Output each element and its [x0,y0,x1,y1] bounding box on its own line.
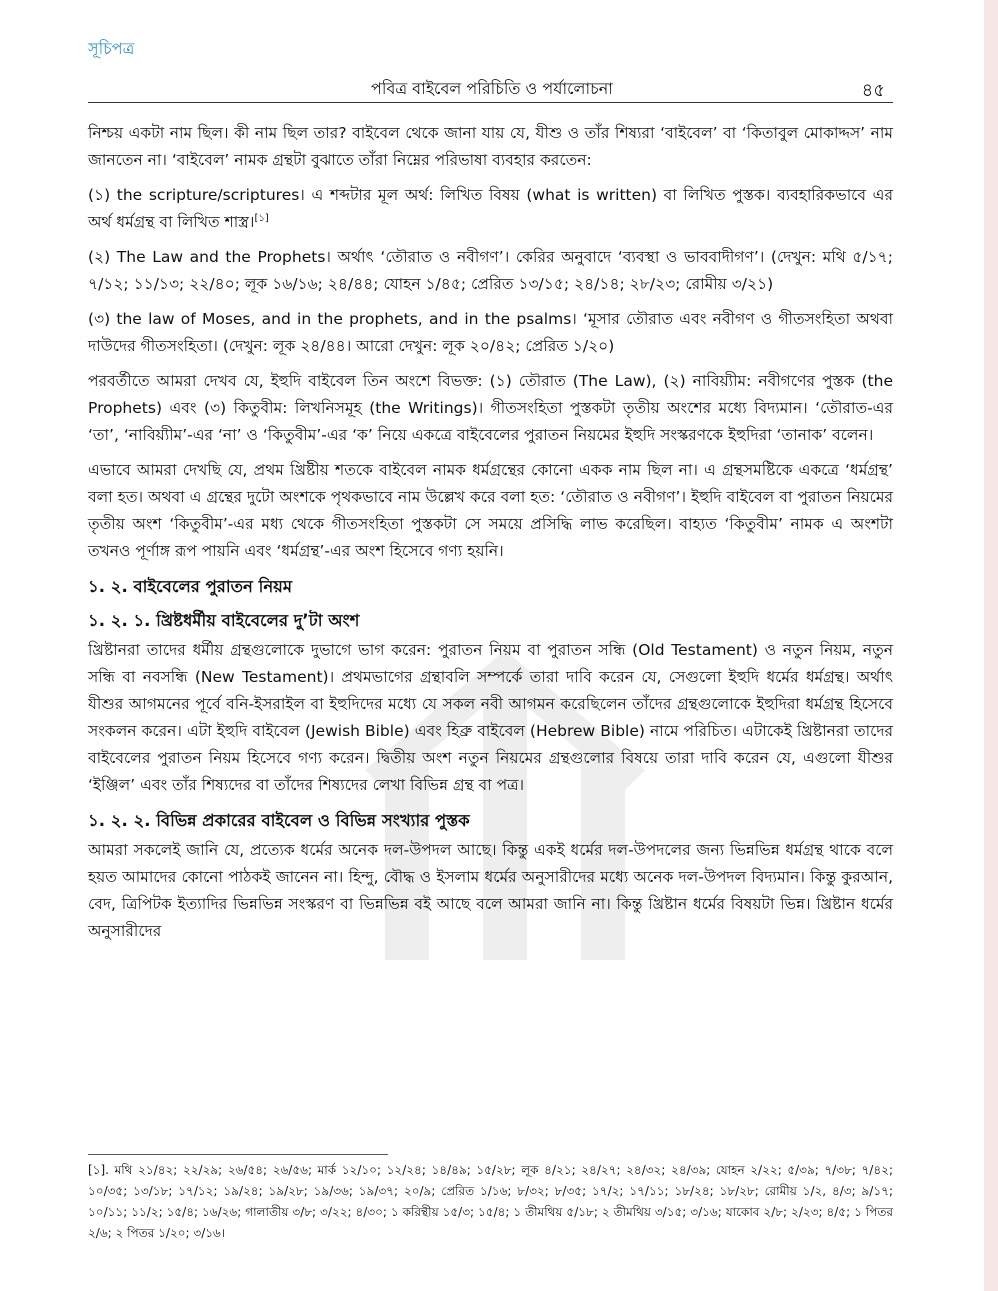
table-of-contents-link[interactable]: সূচিপত্র [88,39,135,58]
section-heading-various-bibles: ১. ২. ২. বিভিন্ন প্রকারের বাইবেল ও বিভিন্ন সংখ্যার পুস্তক [88,811,470,830]
paragraph-two-parts: খ্রিষ্টানরা তাদের ধর্মীয় গ্রন্থগুলোকে দুভাগে ভাগ করেন: পুরাতন নিয়ম বা পুরাতন সন্ধি (Old Testament) ও নতুন নিয়ম, নতুন সন্ধি বা নবসন্ধি (New Testament)। প্রথমভাগের গ্রন্থাবলি সম্পর্কে তারা দাবি করেন যে, সেগুলো ইহুদি ধর্মের ধর্মগ্রন্থ। অর্থাৎ যীশুর আগমনের পূর্বে বনি-ইসরাইল বা ইহুদিদের মধ্যে যে সকল নবী আগমন করেছিলেন তাঁদের গ্রন্থগুলোকে ইহুদিরা ধর্মগ্রন্থ হিসেবে সংকলন করেন। এটা ইহুদি বাইবেল (Jewish Bible) এবং হিব্রু বাইবেল (Hebrew Bible) নামে পরিচিত। এটাকেই খ্রিষ্টানরা তাদের বাইবেলের পুরাতন নিয়ম হিসেবে গণ্য করেন। দ্বিতীয় অংশ নতুন নিয়মের গ্রন্থগুলোর বিষয়ে তারা দাবি করেন যে, এগুলো যীশুর ‘ইঞ্জিল’ এবং তাঁর শিষ্যদের বা তাঁদের শিষ্যদের লেখা বিভিন্ন গ্রন্থ বা পত্র। [88,641,893,794]
main-content [88,120,893,953]
footnote-marker[interactable]: [১] [254,212,269,224]
paragraph-various-bibles: আমরা সকলেই জানি যে, প্রত্যেক ধর্মের অনেক দল-উপদল আছে। কিন্তু একই ধর্মের দল-উপদলের জন্য ভিন্নভিন্ন ধর্মগ্রন্থ থাকে বলে হয়ত আমাদের কোনো পাঠকই জানেন না। হিন্দু, বৌদ্ধ ও ইসলাম ধর্মের অনুসারীদের মধ্যে অনেক দল-উপদল বিদ্যমান। কিন্তু কুরআন, বেদ, ত্রিপিটক ইত্যাদির ভিন্নভিন্ন সংস্করণ বা ভিন্নভিন্ন বই আছে বলে আমরা জানি না। কিন্তু খ্রিষ্টান ধর্মের বিষয়টা ভিন্ন। খ্রিষ্টান ধর্মের অনুসারীদের [88,841,893,940]
footnote-text: [১]. মথি ২১/৪২; ২২/২৯; ২৬/৫৪; ২৬/৫৬; মার্ক ১২/১০; ১২/২৪; ১৪/৪৯; ১৫/২৮; লূক ৪/২১; ২৪/২৭; ২৪/৩২; ২৪/৩৯; যোহন ২/২২; ৫/৩৯; ৭/৩৮; ৭/৪২; ১০/৩৫; ১৩/১৮; ১৭/১২; ১৯/২৪; ১৯/২৮; ১৯/৩৬; ১৯/৩৭; ২০/৯; প্রেরিত ১/১৬; ৮/৩২; ৮/৩৫; ১৭/২; ১৭/১১; ১৮/২৪; ১৮/২৮; রোমীয় ১/২, ৪/৩; ৯/১৭; ১০/১১; ১১/২; ১৫/৪; ১৬/২৬; গালাতীয় ৩/৮; ৩/২২; ৪/৩০; ১ করিন্থীয় ১৫/৩; ১৫/৪; ১ তীমথিয় ৫/১৮; ২ তীমথিয় ৩/১৫; ৩/১৬; যাকোব ২/৮; ২/২৩; ৪/৫; ১ পিতর ২/৬; ২ পিতর ১/২০; ৩/১৬। [88,1163,893,1240]
page-number: ৪৫ [861,80,885,101]
paragraph-scripture-text: (১) the scripture/scriptures। এ শব্দটার মূল অর্থ: লিখিত বিষয় (what is written) বা লিখিত পুস্তক। ব্যবহারিকভাবে এর অর্থ ধর্মগ্রন্থ বা লিখিত শাস্ত্র। [88,186,893,231]
footnote-divider [88,1154,388,1155]
section-heading-two-parts: ১. ২. ১. খ্রিষ্টধর্মীয় বাইবেলের দু’টা অংশ [88,611,360,630]
running-title: পবিত্র বাইবেল পরিচিতি ও পর্যালোচনা [371,79,613,98]
page-edge-strip [984,0,998,1291]
paragraph-law-prophets: (২) The Law and the Prophets। অর্থাৎ ‘তৌরাত ও নবীগণ’। কেরির অনুবাদে ‘ব্যবস্থা ও ভাববাদীগণ’। (দেখুন: মথি ৫/১৭; ৭/১২; ১১/১৩; ২২/৪০; লূক ১৬/১৬; ২৪/৪৪; যোহন ১/৪৫; প্রেরিত ১৩/১৫; ২৪/১৪; ২৮/২৩; রোমীয় ৩/২১) [88,248,893,293]
paragraph-scripture [88,182,893,236]
paragraph-law-of-moses: (৩) the law of Moses, and in the prophets, and in the psalms। ‘মূসার তৌরাত এবং নবীগণ ও গীতসংহিতা অথবা দাউদের গীতসংহিতা। (দেখুন: লূক ২৪/৪৪। আরো দেখুন: লূক ২০/৪২; প্রেরিত ১/২০) [88,310,893,355]
paragraph-first-century: এভাবে আমরা দেখছি যে, প্রথম খ্রিষ্টীয় শতকে বাইবেল নামক ধর্মগ্রন্থের কোনো একক নাম ছিল না। এ গ্রন্থসমষ্টিকে একত্রে ‘ধর্মগ্রন্থ’ বলা হত। অথবা এ গ্রন্থের দুটো অংশকে পৃথকভাবে নাম উল্লেখ করে বলা হত: ‘তৌরাত ও নবীগণ’। ইহুদি বাইবেল বা পুরাতন নিয়মের তৃতীয় অংশ ‘কিতুবীম’-এর মধ্য থেকে গীতসংহিতা পুস্তকটা সে সময়ে প্রসিদ্ধি লাভ করেছিল। বাহ্যত ‘কিতুবীম’ নামক এ অংশটা তখনও পূর্ণাঙ্গ রূপ পায়নি এবং ‘ধর্মগ্রন্থ’-এর অংশ হিসেবে গণ্য হয়নি। [88,461,893,560]
section-heading-old-testament: ১. ২. বাইবেলের পুরাতন নিয়ম [88,577,293,596]
page-header [88,76,893,103]
paragraph-intro: নিশ্চয় একটা নাম ছিল। কী নাম ছিল তার? বাইবেল থেকে জানা যায় যে, যীশু ও তাঁর শিষ্যরা ‘বাইবেল’ বা ‘কিতাবুল মোকাদ্দস’ নাম জানতেন না। ‘বাইবেল’ নামক গ্রন্থটা বুঝাতে তাঁরা নিম্নের পরিভাষা ব্যবহার করতেন: [88,124,893,169]
paragraph-tanakh: পরবর্তীতে আমরা দেখব যে, ইহুদি বাইবেল তিন অংশে বিভক্ত: (১) তৌরাত (The Law), (২) নাবিয়্যীম: নবীগণের পুস্তক (the Prophets) এবং (৩) কিতুবীম: লিখনিসমূহ (the Writings)। গীতসংহিতা পুস্তকটা তৃতীয় অংশের মধ্যে বিদ্যমান। ‘তৌরাত-এর ‘তা’, ‘নাবিয়্যীম’-এর ‘না’ ও ‘কিতুবীম’-এর ‘ক’ নিয়ে একত্রে বাইবেলের পুরাতন নিয়মের ইহুদি সংস্করণকে ইহুদিরা ‘তানাক’ বলেন। [88,372,893,444]
